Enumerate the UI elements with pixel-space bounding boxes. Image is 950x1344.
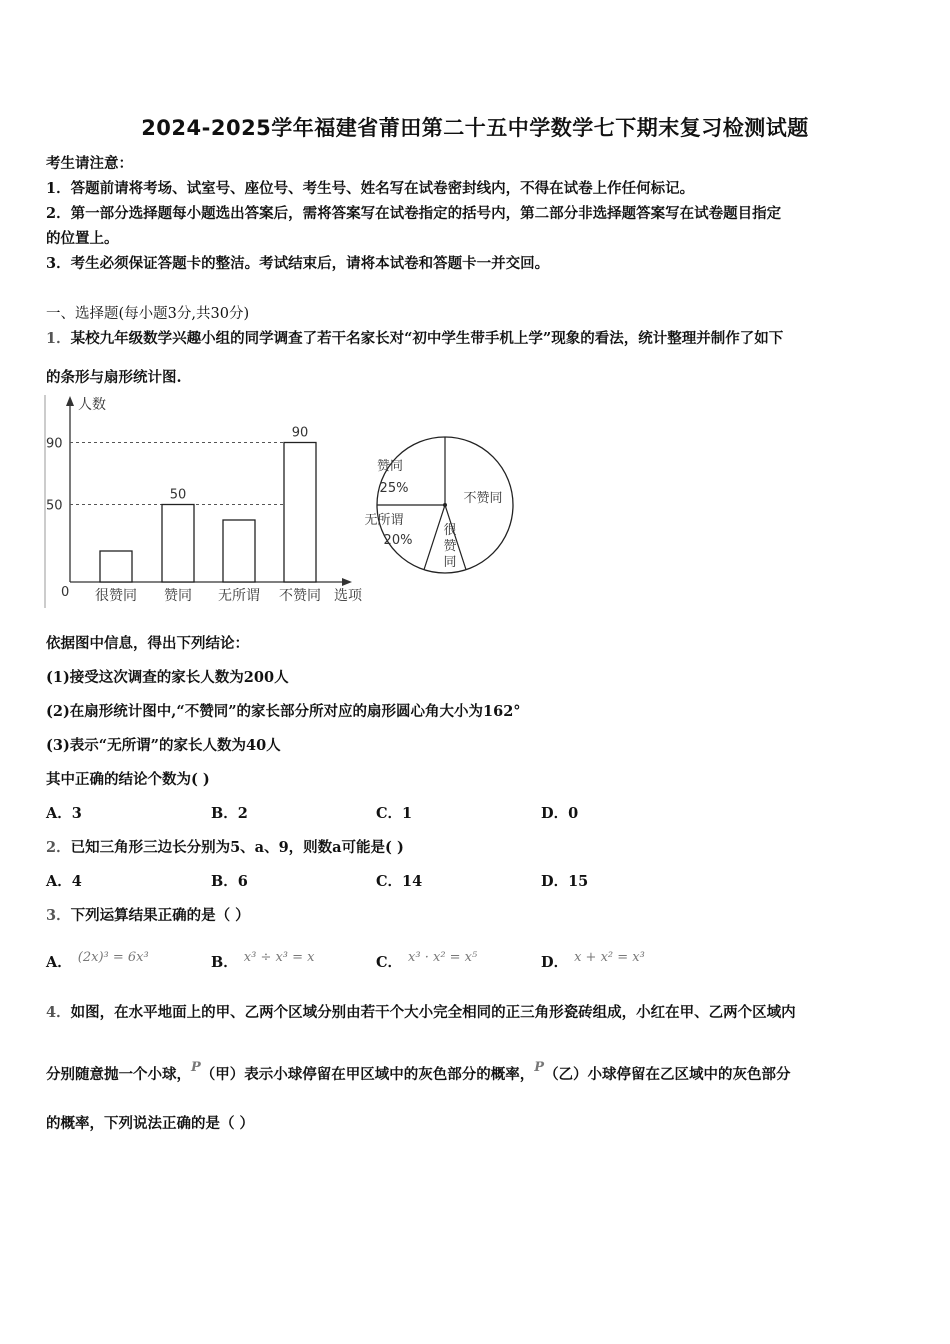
q3-option-d-label: D． <box>541 954 569 971</box>
q3-option-d[interactable] <box>541 951 645 972</box>
q4-stem-a <box>46 1001 796 1022</box>
q2-text: 已知三角形三边长分别为5、a、9，则数a可能是( ) <box>70 839 404 856</box>
bar-3 <box>223 520 255 582</box>
page-title: 2024-2025学年福建省莆田第二十五中学数学七下期末复习检测试题 <box>141 116 809 140</box>
q1-conclusion-3: (3)表示“无所谓”的家长人数为40人 <box>46 737 281 754</box>
q1-ask: 其中正确的结论个数为( ) <box>46 771 210 788</box>
q1-option-a[interactable]: A．3 <box>46 805 82 822</box>
q3-option-c-formula: x³ · x² = x⁵ <box>408 950 478 965</box>
q3-option-c-label: C． <box>376 954 403 971</box>
bar-4 <box>284 443 316 583</box>
q1-stem-b: 的条形与扇形统计图. <box>46 369 182 386</box>
bar-chart <box>40 390 380 615</box>
pie-slice-label-3: 很赞同 <box>443 523 457 570</box>
q3-option-c[interactable] <box>376 951 477 972</box>
pie-slice-label-1: 赞同 <box>376 459 404 474</box>
x-axis-label: 选项 <box>334 588 362 604</box>
q3-option-b[interactable] <box>211 951 315 972</box>
pie-slice-percent-1: 25% <box>379 481 409 496</box>
q4-p-variable-2: P <box>534 1060 545 1075</box>
pie-slice-percent-4: 20% <box>383 533 413 548</box>
q4-text-a: 如图，在水平地面上的甲、乙两个区域分别由若干个大小完全相同的正三角形瓷砖组成，小红在甲、乙两个区域内 <box>70 1004 796 1021</box>
q3-option-a-label: A． <box>46 954 72 971</box>
q1-text-a: 某校九年级数学兴趣小组的同学调查了若干名家长对“初中学生带手机上学”现象的看法，统计整理并制作了如下 <box>70 330 784 347</box>
x-tick-label-2: 赞同 <box>164 588 192 604</box>
pie-slice-label-4: 无所谓 <box>364 513 404 528</box>
q4-p-variable-1: P <box>191 1060 201 1075</box>
pie-chart <box>364 430 520 580</box>
q4-number: 4． <box>46 1004 71 1021</box>
q4-text-b2: （甲）表示小球停留在甲区域中的灰色部分的概率， <box>200 1066 535 1083</box>
notice-heading: 考生请注意： <box>46 155 133 172</box>
y-tick-label-50: 50 <box>46 498 63 514</box>
q3-option-b-label: B． <box>211 954 238 971</box>
q2-option-d[interactable]: D．15 <box>541 873 589 890</box>
q2-number: 2． <box>46 839 71 856</box>
x-axis-arrow <box>342 578 352 586</box>
q1-number: 1． <box>46 330 71 347</box>
q1-info: 依据图中信息，得出下列结论： <box>46 635 249 652</box>
q1-conclusion-1: (1)接受这次调查的家长人数为200人 <box>46 669 289 686</box>
q4-text-b3: （乙）小球停留在乙区域中的灰色部分 <box>544 1066 791 1083</box>
bar-value-label-4: 90 <box>291 425 309 441</box>
q4-stem-b <box>46 1060 791 1084</box>
y-axis-label: 人数 <box>78 397 106 413</box>
q1-option-b[interactable]: B．2 <box>211 805 248 822</box>
x-tick-label-1: 很赞同 <box>95 588 137 604</box>
notice-item-2b: 的位置上。 <box>46 230 119 247</box>
x-tick-label-3: 无所谓 <box>218 588 260 604</box>
q2-option-a[interactable]: A．4 <box>46 873 82 890</box>
q2-stem <box>46 836 404 857</box>
pie-slice-label-2: 不赞同 <box>463 491 503 506</box>
q3-option-d-formula: x + x² = x³ <box>574 950 645 965</box>
section-heading: 一、选择题(每小题3分,共30分) <box>46 306 250 322</box>
q3-number: 3． <box>46 907 71 924</box>
origin-label: 0 <box>61 585 70 600</box>
q3-option-a-formula: (2x)³ = 6x³ <box>77 950 149 965</box>
notice-item-1: 1．答题前请将考场、试室号、座位号、考生号、姓名写在试卷密封线内，不得在试卷上作任何标记。 <box>46 180 695 197</box>
q2-option-c[interactable]: C．14 <box>376 873 423 890</box>
q1-stem-a <box>46 327 783 348</box>
q4-text-b1: 分别随意抛一个小球， <box>46 1066 191 1083</box>
q1-option-c[interactable]: C．1 <box>376 805 413 822</box>
bar-1 <box>100 551 132 582</box>
pie-center-dot <box>443 503 447 507</box>
y-axis-arrow <box>66 396 74 406</box>
q4-stem-c: 的概率，下列说法正确的是（ ） <box>46 1115 255 1132</box>
q3-option-b-formula: x³ ÷ x³ = x <box>243 950 315 965</box>
notice-item-3: 3．考生必须保证答题卡的整洁。考试结束后，请将本试卷和答题卡一并交回。 <box>46 255 550 272</box>
q1-option-d[interactable]: D．0 <box>541 805 579 822</box>
notice-item-2a: 2．第一部分选择题每小题选出答案后，需将答案写在试卷指定的括号内，第二部分非选择题答案写在试卷题目指定 <box>46 205 782 222</box>
bar-value-label-2: 50 <box>169 487 187 503</box>
q1-conclusion-2: (2)在扇形统计图中,“不赞同”的家长部分所对应的扇形圆心角大小为162° <box>46 703 521 720</box>
q2-option-b[interactable]: B．6 <box>211 873 248 890</box>
q3-text: 下列运算结果正确的是（ ） <box>70 907 250 924</box>
x-tick-label-4: 不赞同 <box>279 588 321 604</box>
y-tick-label-90: 90 <box>46 436 63 452</box>
q3-option-a[interactable] <box>46 951 149 972</box>
q3-stem <box>46 904 250 925</box>
bar-2 <box>162 505 194 583</box>
